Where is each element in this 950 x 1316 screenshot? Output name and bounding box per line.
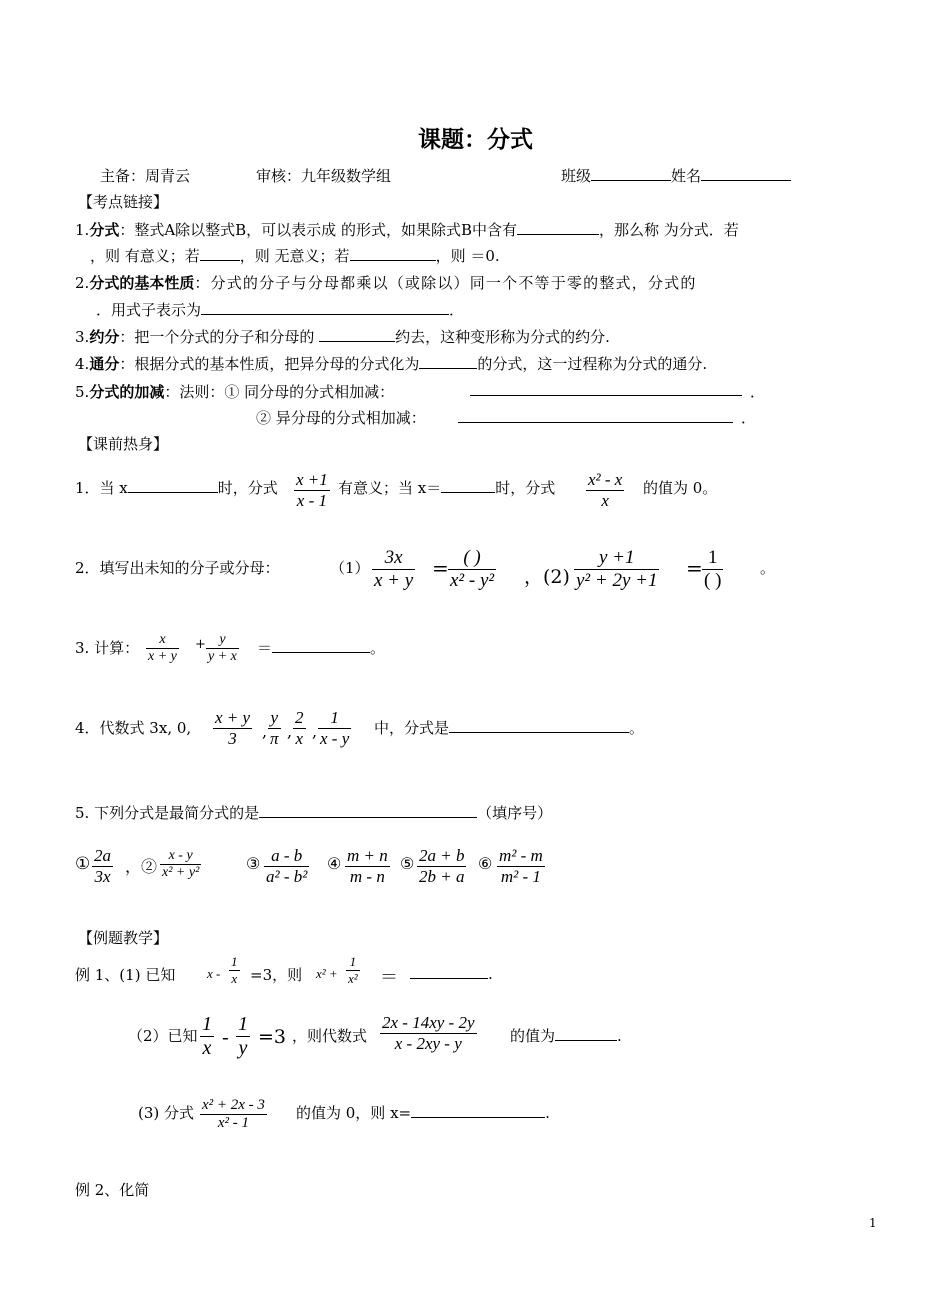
question-text: 。 [370, 639, 386, 657]
fraction [574, 547, 659, 592]
warmup-q1 [75, 477, 278, 498]
denominator: x [202, 1037, 212, 1059]
question-text: 时，分式 [495, 479, 556, 497]
term-tongfen: 通分 [89, 355, 120, 373]
fraction [92, 846, 113, 887]
numerator: 1 [231, 954, 238, 969]
numerator: 1 [202, 1013, 212, 1035]
math-expr: x² + [316, 966, 338, 981]
page-title: 课题：分式 [418, 127, 533, 153]
item-number: 1. [75, 221, 90, 239]
question-text: (3) 分式 [138, 1104, 195, 1122]
answer-blank [201, 300, 449, 315]
fraction [160, 848, 201, 881]
denominator: π [270, 729, 279, 748]
answer-blank [259, 803, 477, 818]
fraction [417, 846, 466, 887]
denominator: x - y [320, 729, 350, 748]
denominator: x [231, 971, 238, 986]
numerator: 1 [238, 1013, 248, 1035]
numerator: x² - x [588, 470, 623, 489]
class-label: 班级 [561, 167, 592, 185]
fraction [586, 470, 624, 511]
fraction [146, 632, 179, 665]
denominator: ( ) [704, 570, 722, 591]
option-label: ⑤ [400, 854, 415, 873]
numerator: x [159, 632, 166, 647]
denominator: x + y [148, 649, 177, 664]
minus-sign: - [222, 1025, 229, 1049]
item-text: ．用式子表示为 [96, 301, 202, 319]
fraction [200, 1013, 214, 1060]
denominator: m - n [349, 867, 385, 886]
question-text: ，则代数式 [292, 1027, 368, 1045]
option-label: ③ [246, 854, 261, 873]
fraction [497, 846, 545, 887]
math-expr: =3 [258, 1026, 287, 1048]
fraction [318, 708, 351, 749]
answer-blank [419, 354, 477, 369]
reviewer-label: 审核：九年级数学组 [256, 167, 392, 185]
answer-blank [441, 478, 495, 493]
kaodian-item-4 [75, 353, 707, 374]
answer-blank [200, 246, 240, 261]
answer-blank [411, 1103, 545, 1118]
equals-sign: = [686, 556, 703, 580]
class-blank [591, 166, 671, 181]
kaodian-item-2-line2 [96, 299, 464, 320]
equals-sign: ＝ [380, 967, 398, 988]
fraction [236, 1013, 250, 1060]
question-text: 例 2、化简 [75, 1181, 150, 1199]
numerator: x² + 2x - 3 [202, 1097, 265, 1113]
fraction [345, 846, 390, 887]
numerator: 2a + b [419, 846, 465, 865]
item-number: 2. [75, 274, 90, 292]
item-end: ． [741, 409, 757, 427]
fraction [268, 708, 281, 749]
answer-blank [128, 478, 218, 493]
question-text: . [617, 1027, 622, 1045]
denominator: x + y [374, 570, 414, 591]
numerator: y [219, 632, 226, 647]
denominator: x² + y² [162, 865, 200, 880]
option-label: ① [75, 854, 91, 874]
item-text: ，那么称 为分式．若 [598, 221, 739, 239]
author-label: 主备：周青云 [100, 167, 191, 185]
term-basic-property: 分式的基本性质 [89, 274, 195, 292]
term-yuefen: 约分 [89, 328, 120, 346]
numerator: 2 [295, 708, 304, 727]
denominator: y + x [208, 649, 237, 664]
denominator: x² - 1 [217, 1115, 250, 1131]
page-number: 1 [869, 1216, 877, 1230]
math-expr: x - [207, 966, 221, 981]
option-label: ④ [327, 854, 342, 873]
numerator: y +1 [598, 547, 635, 568]
numerator: 1 [330, 708, 339, 727]
section-heading-keqian: 【课前热身】 [78, 435, 169, 453]
question-text: 3. 计算： [75, 639, 140, 657]
question-text: 例 1、(1) 已知 [75, 966, 176, 984]
kaodian-item-5-line2: ② 异分母的分式相加减： [256, 409, 426, 427]
comma: , [287, 722, 293, 741]
fraction [372, 547, 415, 592]
numerator: x - y [168, 848, 193, 863]
q3-answer [257, 637, 385, 658]
section-heading-kaodian: 【考点链接】 [78, 193, 169, 211]
kaodian-item-2-line1 [75, 272, 697, 293]
kaodian-item-1-line2 [90, 245, 500, 266]
item-text: ：法则：① 同分母的分式相加减： [164, 383, 395, 401]
numerator: y [270, 708, 279, 727]
question-text: （2）已知 [128, 1027, 198, 1045]
answer-blank [319, 327, 395, 342]
section-heading-liti: 【例题教学】 [78, 929, 169, 947]
e2-answer [510, 1025, 622, 1046]
answer-blank [410, 964, 488, 979]
denominator: x [601, 491, 609, 510]
warmup-q1b [338, 477, 555, 498]
item-text: ：整式A除以整式B，可以表示成 的形式，如果除式B中含有 [119, 221, 517, 239]
question-text: 1．当 x [75, 479, 128, 497]
numerator: m² - m [499, 846, 543, 865]
term-fenshi: 分式 [89, 221, 120, 239]
numerator: a - b [271, 846, 303, 865]
item-text: ：根据分式的基本性质，把异分母的分式化为 [119, 355, 420, 373]
item-number: 3. [75, 328, 90, 346]
question-text: 有意义；当 x＝ [338, 479, 442, 497]
question-text: =3，则 [250, 966, 303, 984]
fraction [213, 708, 252, 749]
answer-blank [470, 381, 742, 396]
denominator: x [295, 729, 304, 748]
numerator: ( ) [463, 547, 481, 568]
item-number: 5. [75, 383, 90, 401]
question-text: （填序号） [477, 804, 553, 822]
numerator: m + n [347, 846, 388, 865]
fraction [200, 1097, 267, 1132]
question-text: 。 [760, 559, 776, 577]
denominator: a² - b² [266, 867, 308, 886]
fraction [380, 1013, 477, 1054]
question-text: （1） [330, 559, 370, 577]
question-text: ，(2) [524, 566, 570, 588]
class-field [561, 165, 791, 186]
item-text: ：分式的分子与分母都乘以（或除以）同一个不等于零的整式，分式的 [194, 274, 697, 292]
fraction [702, 547, 723, 592]
answer-blank [350, 246, 436, 261]
comma: , [262, 722, 268, 741]
kaodian-item-3 [75, 326, 610, 347]
item-text: ． [449, 301, 465, 319]
numerator: x + y [215, 708, 251, 727]
item-text: ：把一个分式的分子和分母的 [119, 328, 320, 346]
answer-blank [449, 718, 629, 733]
fraction [294, 470, 330, 511]
answer-blank [458, 408, 733, 423]
name-blank [701, 166, 791, 181]
answer-blank [517, 220, 599, 235]
question-text: 4．代数式 3x, 0, [75, 719, 192, 737]
comma: , [312, 722, 318, 741]
denominator: 3 [228, 729, 237, 748]
denominator: 2b + a [419, 867, 465, 886]
item-text: 约去，这种变形称为分式的约分. [395, 328, 610, 346]
numerator: 1 [349, 954, 357, 969]
denominator: x - 2xy - y [394, 1034, 462, 1053]
kaodian-item-5-line1 [75, 381, 394, 402]
denominator: y² + 2y +1 [576, 570, 658, 591]
question-text: 的值为 0，则 x= [296, 1104, 412, 1122]
denominator: 3x [94, 867, 111, 886]
fraction [293, 708, 306, 749]
equals-sign: ＝ [257, 639, 273, 657]
option-label: ⑥ [478, 854, 493, 873]
question-text: 。 [629, 719, 645, 737]
warmup-q5 [75, 802, 552, 823]
question-text: 时，分式 [217, 479, 278, 497]
fraction [448, 547, 496, 592]
answer-blank [555, 1026, 617, 1041]
item-text: ，则 无意义；若 [239, 247, 350, 265]
question-text: 中，分式是 [374, 719, 450, 737]
numerator: 2x - 14xy - 2y [382, 1013, 475, 1032]
question-text: 的值为 [510, 1027, 556, 1045]
q4-answer [374, 717, 644, 738]
equals-sign: = [432, 556, 449, 580]
item-text: 的分式，这一过程称为分式的通分. [477, 355, 708, 373]
fraction [346, 954, 360, 987]
warmup-q2 [75, 557, 280, 578]
e1-answer [410, 964, 493, 983]
denominator: x² [348, 971, 358, 986]
e3-answer [296, 1102, 550, 1123]
denominator: y [238, 1037, 248, 1059]
question-text: 2．填写出未知的分子或分母： [75, 559, 280, 577]
question-text: 的值为 0。 [643, 479, 718, 497]
option-label: ，② [125, 857, 158, 876]
answer-blank [272, 638, 370, 653]
term-jiajian: 分式的加减 [89, 383, 165, 401]
question-text: 5. 下列分式是最简分式的是 [75, 804, 260, 822]
name-label: 姓名 [671, 167, 702, 185]
item-number: 4. [75, 355, 90, 373]
fraction [264, 846, 309, 887]
kaodian-item-1-line1 [75, 219, 739, 240]
denominator: x - 1 [296, 491, 327, 510]
question-text: . [488, 965, 493, 983]
question-text: . [545, 1104, 550, 1122]
plus-sign: + [195, 637, 206, 652]
fraction [206, 632, 239, 665]
item-end: ． [750, 383, 766, 401]
denominator: m² - 1 [500, 867, 541, 886]
numerator: 2a [94, 846, 111, 865]
item-text: ，则 ＝0. [435, 247, 500, 265]
fraction [229, 954, 240, 987]
numerator: 1 [707, 547, 718, 568]
numerator: x +1 [296, 470, 328, 489]
denominator: x² - y² [450, 570, 495, 591]
item-text: ，则 有意义；若 [90, 247, 200, 265]
numerator: 3x [384, 547, 403, 568]
